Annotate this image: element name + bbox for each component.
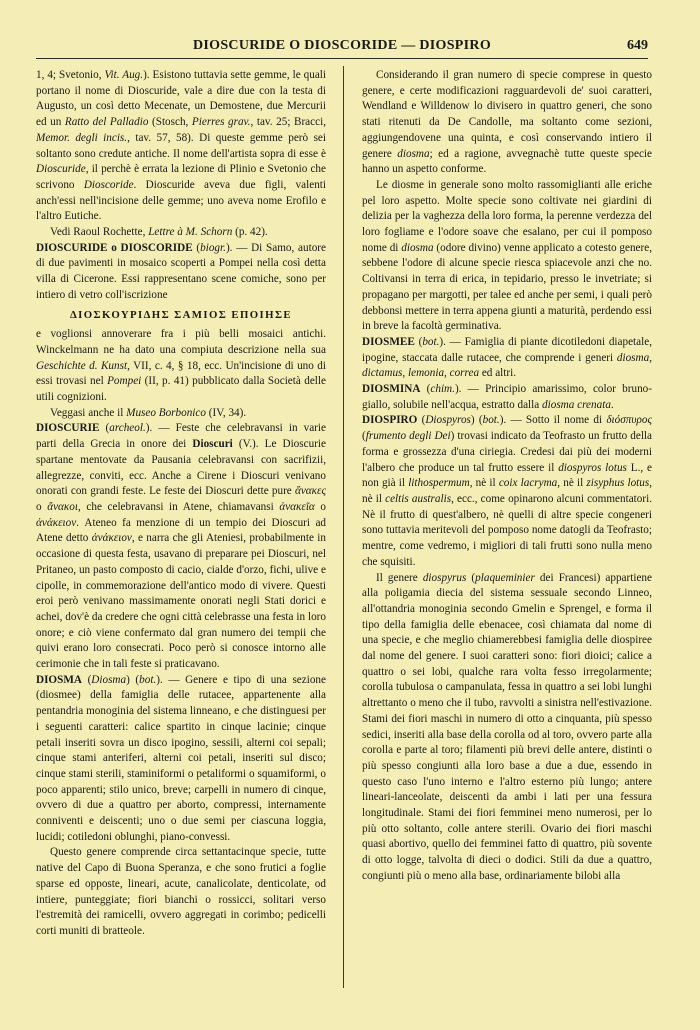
- text-run: o: [36, 500, 48, 513]
- italic-text: ἀνάκειον: [36, 516, 77, 529]
- italic-text: Vit. Aug.: [104, 69, 144, 81]
- italic-text: bot.: [482, 414, 500, 427]
- paragraph: [36, 406, 326, 422]
- paragraph: [362, 68, 652, 178]
- text-run: (Stosch,: [148, 116, 192, 129]
- entry-headword: DIOSCURIE: [36, 422, 100, 435]
- italic-text: celtis australis: [385, 492, 452, 505]
- text-run: (: [420, 383, 431, 396]
- text-run: Il genere: [376, 571, 423, 584]
- entry-headword: Dioscuri: [192, 438, 233, 451]
- text-run: , tav. 57, 58). Di queste gemme però sei soltanto sono credute antiche. Il nome dell'artista sopra di esse è: [36, 131, 326, 160]
- text-run: dei Francesi) appartiene alla poligamia diecia del sistema sessuale secondo Linneo, all'ottandria monoginia secondo Gmelin e Sprengel, e forma il tipo della famiglia delle ebenacee, così chiamata dal nome di una specie, e che meglio chiamerebbesi famiglia delle diospiree dal nome del genere. I suoi caratteri sono: fiori dioici; calice a quattro o sei lobi, qualche rara volta fesso irregolarmente; corolla tubulosa o campanulata, fessa in quattro a sei lobi lunghi altrettanto o meno che il tubo, ravvolti a sinistra nell'estivazione. Stami dei fiori maschi in numero di otto a cinquanta, più spesso sedici, inseriti alla base della corolla od al toro, ovvero parte alla corolla e parte al toro; filamenti più brevi delle antere, distinti o più spesso congiunti alla loro base a due a due, essendo in questo caso l'uno interno e l'altro esterno più lungo; antere lineari-lanceolate, deiscenti da ambi i lati per una fessura longitudinale. Stami dei fiori femminei meno numerosi, per lo più otto soltanto, colle antere sterili. Ovario dei fiori maschi quasi abortivo, quello dei femminei fatto di quattro, più sovente di otto logge, talvolta di dieci o dodici. Stili da due a quattro, congiunti più o meno alla base, ordinariamente bilobi alla: [362, 571, 652, 882]
- greek-inscription: [36, 308, 326, 324]
- text-run: .: [610, 398, 614, 411]
- italic-text: διόσπυρος: [606, 414, 652, 427]
- italic-text: Geschichte d. Kunst: [36, 359, 128, 372]
- running-head: DIOSCURIDE O DIOSCORIDE — DIOSPIRO: [192, 38, 492, 53]
- italic-text: ἄνακοι: [47, 500, 78, 513]
- text-run: , ecc., come opinarono alcuni commentatori. Nè il frutto di quest'albero, nè quelli di altre specie congeneri sono tuttavia meritevoli del pomposo nome datogli da Teofrasto; mentre, come vedremo, i migliori di tali frutti sono nulla meno che squisiti.: [362, 492, 652, 568]
- italic-text: diospyros lotus: [558, 461, 627, 474]
- text-run: ). — Genere e tipo di una sezione (diosmee) della famiglia delle rutacee, appartenente alla pentandria monoginia del sistema linneano, e che distinguesi per i seguenti caratteri: calice spartito in cinque lacinie; cinque petali inseriti sovra un disco ipogino, sessili, alterni coi sepali; cinque stami anteriferi, alterni coi petali, inseriti sul disco; cinque stami sterili, staminiformi o petaliformi o squamiformi, o poco apparenti; stilo unico, breve; carpelli in numero di cinque, ovvero di due a quattro per aborto, compressi, internamente conniventi e deiscenti; uno o due semi per ciascuna loggia, lucidi; cotiledoni oblunghi, piano-convessi.: [36, 673, 326, 843]
- italic-text: coix lacryma: [498, 477, 558, 490]
- paragraph: [36, 241, 326, 304]
- italic-text: diosma crenata: [542, 398, 611, 411]
- column-divider: [343, 66, 344, 988]
- italic-text: Diospyros: [425, 414, 471, 427]
- text-run: ) (: [470, 414, 483, 427]
- text-run: (: [99, 422, 110, 435]
- italic-text: Pierres grav.: [191, 116, 251, 129]
- text-run: (II, p. 41) pubblicato dalla Società delle utili cognizioni.: [36, 375, 326, 404]
- paragraph: [362, 178, 652, 335]
- text-run: ). — Famiglia di piante dicotiledoni diapetale, ipogine, staccata dalle rutacee, che comprende i generi: [362, 335, 652, 364]
- text-run: ; ed a ragione, avvegnachè tutte queste specie hanno un aspetto conforme.: [362, 147, 652, 176]
- text-run: Le diosme in generale sono molto rassomiglianti alle eriche pel loro aspetto. Molte specie sono coltivate nei giardini di delizia per la vaghezza della loro forma, la perenne verdezza del loro fogliame e l'odore soave che esalano, per cui il pomposo nome di: [362, 178, 652, 254]
- entry-headword: DIOSCURIDE o DIOSCORIDE: [36, 241, 193, 254]
- italic-text: archeol.: [109, 422, 146, 435]
- text-run: . Ateneo fa menzione di un tempio dei Dioscuri ad Atene detto: [36, 516, 326, 545]
- italic-text: diospyrus: [422, 571, 467, 584]
- italic-text: diosma: [401, 241, 434, 254]
- text-run: ). — Principio amarissimo, color bruno-giallo, solubile nell'acqua, estratto dalla: [362, 383, 652, 411]
- italic-text: plaqueminier: [475, 571, 535, 584]
- italic-text: Dioscoride: [83, 178, 134, 191]
- text-run: (IV, 34).: [205, 406, 247, 419]
- left-column: [36, 68, 326, 993]
- text-run: ) (: [126, 673, 140, 686]
- text-run: (: [414, 335, 423, 348]
- italic-text: Dioscuride: [36, 163, 86, 176]
- text-run: 1, 4; Svetonio,: [36, 69, 105, 81]
- paragraph: [36, 327, 326, 406]
- italic-text: frumento degli Dei: [365, 430, 451, 443]
- text-run: ) trovasi indicato da Teofrasto un frutto della forma e grossezza d'una ciriegia. Credesi dai più dei moderni l'albero che produce un tal frutto essere il: [362, 430, 652, 474]
- text-run: ). — Feste che celebravansi in varie parti della Grecia in onore dei: [36, 422, 326, 451]
- text-run: (: [466, 571, 476, 584]
- text-run: Vedi Raoul Rochette,: [50, 226, 149, 239]
- entry-headword: DIOSMEE: [362, 335, 415, 348]
- italic-text: ἀνακεῖα: [279, 500, 315, 513]
- right-column: [362, 68, 652, 993]
- paragraph: [362, 382, 652, 413]
- text-run: ed altri.: [479, 367, 517, 380]
- text-run: Veggasi anche il: [50, 406, 127, 419]
- text-run: ). — Sotto il nome di: [499, 414, 607, 427]
- text-run: L., e non già il: [362, 461, 652, 490]
- entry-headword: DIOSMINA: [362, 383, 421, 396]
- italic-text: lithospermum: [408, 477, 470, 490]
- text-run: , il perchè è errata la lezione di Plinio e Svetonio che scrivono: [36, 163, 326, 191]
- italic-text: chim.: [430, 383, 455, 396]
- entry-headword: DIOSPIRO: [362, 414, 418, 427]
- text-run: , nè il: [469, 477, 499, 490]
- text-run: (: [192, 241, 201, 254]
- italic-text: Lettre à M. Schorn: [148, 226, 233, 239]
- paragraph: [36, 673, 326, 846]
- paragraph: [36, 845, 326, 939]
- paragraph: [362, 413, 652, 570]
- text-run: ). Esistono tuttavia sette gemme, le quali portano il nome di Dioscuride, vale a dire due con la testa di Augusto, un così detto Mecenate, un Demostene, due Mercurii ed un: [36, 69, 326, 129]
- entry-headword: DIOSMA: [36, 673, 82, 686]
- italic-text: diosma: [397, 147, 430, 160]
- text-run: (: [417, 414, 426, 427]
- text-run: o: [314, 500, 326, 513]
- text-run: Considerando il gran numero di specie comprese in questo genere, e certe modificazioni ragguardevoli de' suoi caratteri, Wendland e Willdenow lo divisero in quattro generi, che sono stati ritenuti da De Candolle, ma soltanto come sezioni, aggiungendovene una quinta, e così conservando intiero il genere: [362, 69, 652, 160]
- italic-text: ἀνάκειον: [91, 532, 132, 545]
- page-number: 649: [627, 38, 648, 53]
- italic-text: bot.: [422, 335, 440, 348]
- italic-text: Diosma: [91, 673, 127, 686]
- text-run: Questo genere comprende circa settantacinque specie, tutte native del Capo di Buona Speranza, e che sono frutici a foglie sparse ed opposte, lineari, acute, canalicolate, denticolate, od intiere, punteggiate; fiori bianchi o rossicci, solitari verso l'estremità dei ramicelli, ovvero aggregati in corimbo; pedicelli corti muniti di bratteole.: [36, 846, 326, 937]
- italic-text: ἄνακες: [294, 485, 326, 498]
- paragraph: [362, 335, 652, 382]
- italic-text: diosma, dictamus, lemonia, correa: [362, 351, 652, 380]
- text-run: , che celebravansi in Atene, chiamavansi: [78, 500, 280, 513]
- italic-text: Memor. degli incis.: [36, 131, 128, 144]
- italic-text: biogr.: [200, 241, 226, 254]
- text-run: (odore divino) venne applicato a cotesto genere, sebbene l'odore di alcune specie riesca spiacevole anzi che no. Coltivansi in terra di erica, in tepidario, presso le invetriate; si propagano per margotti, per talee ed anche per semi, i quali però debbonsi mettere in terra appena giunti a maturità, perdendo essi in breve la facoltà germinativa.: [362, 241, 652, 333]
- italic-text: Museo Borbonico: [126, 406, 206, 419]
- text-run: , tav. 25; Bracci,: [250, 116, 326, 129]
- paragraph: [36, 68, 326, 225]
- text-run: (: [362, 430, 366, 443]
- italic-text: bot.: [139, 673, 157, 686]
- paragraph: [362, 571, 652, 885]
- text-run: (: [82, 673, 92, 686]
- text-run: , VII, c. 4, § 18, ecc. Un'incisione di uno di essi trovasi nel: [36, 359, 326, 388]
- text-run: e voglionsi annoverare fra i più belli mosaici antichi. Winckelmann ne ha dato una compiuta descrizione nella sua: [36, 328, 326, 356]
- page-header: [36, 36, 648, 59]
- paragraph: [36, 225, 326, 241]
- text-run: , e narra che gli Ateniesi, probabilmente in occasione di questa festa, usavano di preparare pei Dioscuri, nel Pritaneo, un pasto composto di cacio, cialde d'orzo, fichi, ulive e cipolle, in commemorazione dell'antico modo di vivere. Questi eroi però venivano massimamente onorati negli Stati dorici e achei, dov'è da credere che ogni città celebrasse una festa in loro onore; e ciò viene confermato dal gran numero dei tempii che quivi erano loro consecrati. Poco però si conosce intorno alle cerimonie che in tali feste si praticavano.: [36, 532, 326, 671]
- text-run: ). — Di Samo, autore di due pavimenti in mosaico scoperti a Pompei nella così detta villa di Cicerone. Essi rappresentano scene comiche, sono per intiero di vetro coll'iscrizione: [36, 241, 326, 301]
- text-run: (p. 42).: [232, 226, 268, 239]
- italic-text: Pompei: [107, 375, 142, 388]
- paragraph: [36, 421, 326, 672]
- italic-text: zisyphus lotus: [586, 477, 650, 490]
- text-run: (V.). Le Dioscurie spartane mentovate da Pausania celebravansi con sacrifizii, allegrezze, conviti, ecc. Anche a Cirene i Dioscuri venivano onorati con grandi feste. Le feste dei Dioscuri dette pure: [36, 438, 326, 498]
- text-run: . Dioscuride aveva due figli, valenti anch'essi nell'incisione delle gemme; uno aveva nome Erofilo e l'altro Eutiche.: [36, 178, 326, 223]
- italic-text: Ratto del Palladio: [64, 116, 149, 129]
- text-run: , nè il: [557, 477, 587, 490]
- text-run: ΔΙΟΣΚΟΥΡΙΔΗΣ ΣΑΜΙΟΣ ΕΠΟΙΗΣΕ: [69, 308, 293, 321]
- text-run: , nè il: [362, 477, 652, 505]
